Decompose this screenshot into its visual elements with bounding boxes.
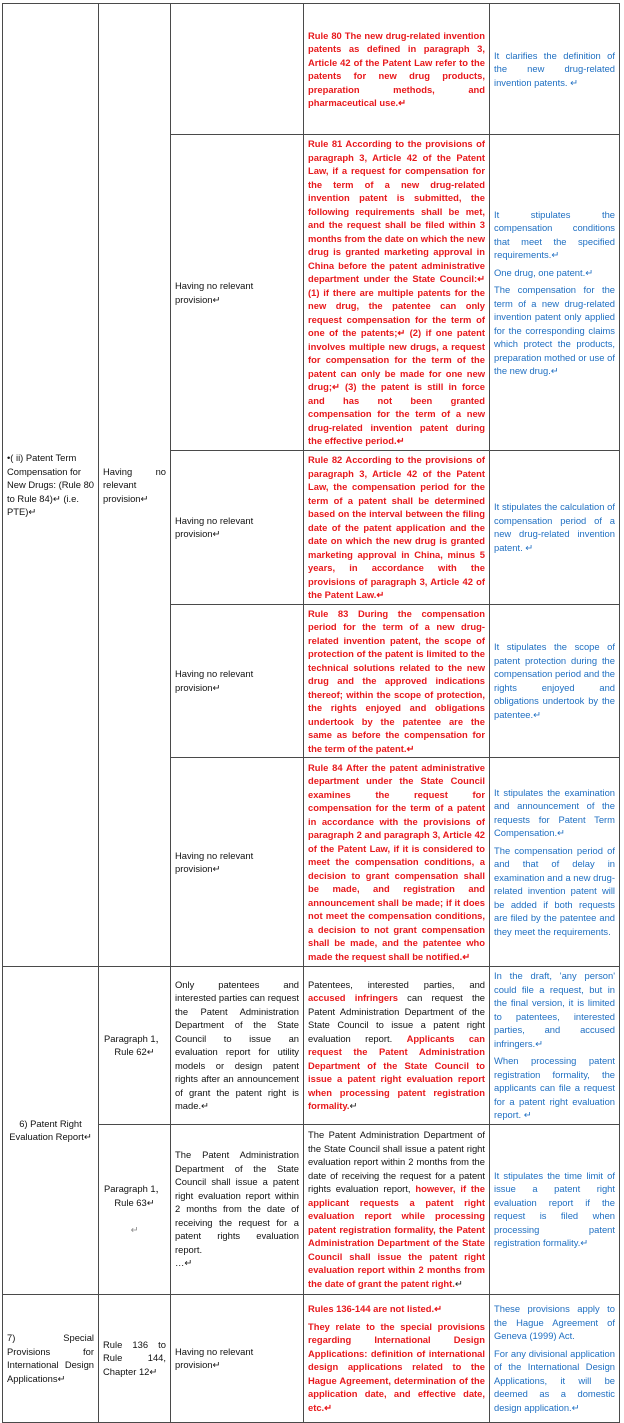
table-row xyxy=(3,967,620,1125)
old-provision-cell: Having no relevant provision↵ xyxy=(171,758,304,967)
category-cell-evaluation: 6) Patent Right Evaluation Report↵ xyxy=(3,967,99,1295)
old-provision-cell: Having no relevant provision↵ xyxy=(171,451,304,605)
comment-international-design: These provisions apply to the Hague Agreement of Geneva (1999) Act. For any divisional application of the International Design Applications, it will be deemed as a domestic design application.↵ xyxy=(490,1294,620,1422)
category-text: •( ii) Patent Term Compensation for New Drugs: (Rule 80 to Rule 84)↵ (i.e. PTE)↵ xyxy=(7,452,95,518)
category-cell-international-design: 7) Special Provisions for International Design Applications↵ xyxy=(3,1294,99,1422)
rules-comparison-table xyxy=(2,3,620,1423)
rule-ref-63: Paragraph 1， Rule 63↵ ↵ xyxy=(99,1124,171,1294)
old-provision-cell: Having no relevant provision↵ xyxy=(171,135,304,451)
old-provision-rule-62: Only patentees and interested parties can request the Patent Administration Department of the State Council to issue an evaluation report for utility models or design patent rights after an announcement of grant the patent right is made.↵ xyxy=(171,967,304,1125)
comment-rule-84: It stipulates the examination and announcement of the requests for Patent Term Compensation.↵ The compensation period of and that of delay in examination and a new drug-related invention patent will be added if both requests are filed by the patentee and they meet the requirements. xyxy=(490,758,620,967)
category-cell-pte xyxy=(3,4,99,967)
old-rule-cell-pte xyxy=(99,4,171,967)
comment-rule-62: In the draft, 'any person' could file a request, but in the final version, it is limited to patentees, interested parties, and accused infringers.↵ When processing patent registration formality, the applicants can file a request for a patent right evaluation report. ↵ xyxy=(490,967,620,1125)
old-rule-text: Having no relevant provision↵ xyxy=(103,465,166,504)
old-provision-cell: Having no relevant provision↵ xyxy=(171,604,304,758)
new-provision-rule-84: Rule 84 After the patent administrative department under the State Council examines the request for compensation for the term of a patent in accordance with the provisions of paragraph 2 and paragraph 3, Article 42 of the Patent Law, if it is considered to meet the compensation conditions, a decision to grant compensation shall be made, and registration and announcement shall be made; if it does not meet the compensation conditions, a decision to not grant compensation shall be made, and the patentee who made the request shall be notified.↵ xyxy=(304,758,490,967)
rule-ref-136-144: Rule 136 to Rule 144, Chapter 12↵ xyxy=(99,1294,171,1422)
new-provision-rule-83: Rule 83 During the compensation period for the term of a new drug-related invention patent, the scope of protection of the patent is limited to the technical solutions related to the new drug and the approved indications thereof; within the scope of protection, the rights enjoyed and obligations undertook by the patentee are the same as before the compensation for the term of the patent.↵ xyxy=(304,604,490,758)
table-row xyxy=(3,4,620,135)
comment-rule-83: It stipulates the scope of patent protection during the compensation period and the rights enjoyed and obligations undertook by the patentee.↵ xyxy=(490,604,620,758)
new-provision-international-design: Rules 136-144 are not listed.↵ They relate to the special provisions regarding International Design Applications: definition of international design applications related to the Hague Agreement, determination of the application date, and effective date, etc.↵ xyxy=(304,1294,490,1422)
new-provision-rule-63: The Patent Administration Department of the State Council shall issue a patent right evaluation report within 2 months from the date of receiving the request for a patent rights evaluation report, however, if the applicant requests a patent right evaluation report while processing patent registration formality, the Patent Administration Department of the State Council shall issue the patent right evaluation report within 2 months from the date of grant the patent right.↵ xyxy=(304,1124,490,1294)
old-provision-rule-63: The Patent Administration Department of the State Council shall issue a patent right evaluation report within 2 months from the date of receiving the request for a patent rights evaluation report. …↵ xyxy=(171,1124,304,1294)
new-provision-rule-81: Rule 81 According to the provisions of paragraph 3, Article 42 of the Patent Law, if a request for compensation for the term of a new drug-related invention patent is submitted, the following requirements shall be met, and the request shall be filed within 3 months from the date on which the new drug is granted marketing approval in China before the patent administrative department under the State Council:↵ (1) if there are multiple patents for the new drug, the patentee can only request compensation for the term of one of the patents;↵ (2) if one patent involves multiple new drugs, a request for compensation for the term of the patent can only be made for one new drug;↵ (3) the patent is still in force and has not been granted compensation for the term of a new drug-related invention patent during the effective period.↵ xyxy=(304,135,490,451)
comment-rule-82: It stipulates the calculation of compensation period of a new drug-related invention patent. ↵ xyxy=(490,451,620,605)
comment-rule-80: It clarifies the definition of the new drug-related invention patents. ↵ xyxy=(490,4,620,135)
comment-rule-81: It stipulates the compensation conditions that meet the specified requirements.↵ One drug, one patent.↵ The compensation for the term of a new drug-related invention patent only applied for the corresponding claims which protect the products, preparation mothed or use of the new drug.↵ xyxy=(490,135,620,451)
new-provision-rule-80: Rule 80 The new drug-related invention patents as defined in paragraph 3, Article 42 of the Patent Law refer to the patents for new drug products, preparation methods, and pharmaceutical use.↵ xyxy=(304,4,490,135)
old-provision-cell xyxy=(171,4,304,135)
rule-ref-62: Paragraph 1， Rule 62↵ xyxy=(99,967,171,1125)
new-provision-rule-62: Patentees, interested parties, and accused infringers can request the Patent Administration Department of the State Council to issue a patent right evaluation report. Applicants can request the Patent Administration Department of the State Council to issue a patent right evaluation report when processing patent registration formality.↵ xyxy=(304,967,490,1125)
comment-rule-63: It stipulates the time limit of issue a patent right evaluation report if the request is filed when processing patent registration formality.↵ xyxy=(490,1124,620,1294)
old-provision-international-design: Having no relevant provision↵ xyxy=(171,1294,304,1422)
table-row xyxy=(3,1294,620,1422)
new-provision-rule-82: Rule 82 According to the provisions of paragraph 3, Article 42 of the Patent Law, the compensation period for the term of a patent shall be determined based on the interval between the filing date of the patent application and the date on which the new drug is granted marketing approval in China, minus 5 years, in accordance with the provisions of paragraph 3, Article 42 of the Patent Law.↵ xyxy=(304,451,490,605)
